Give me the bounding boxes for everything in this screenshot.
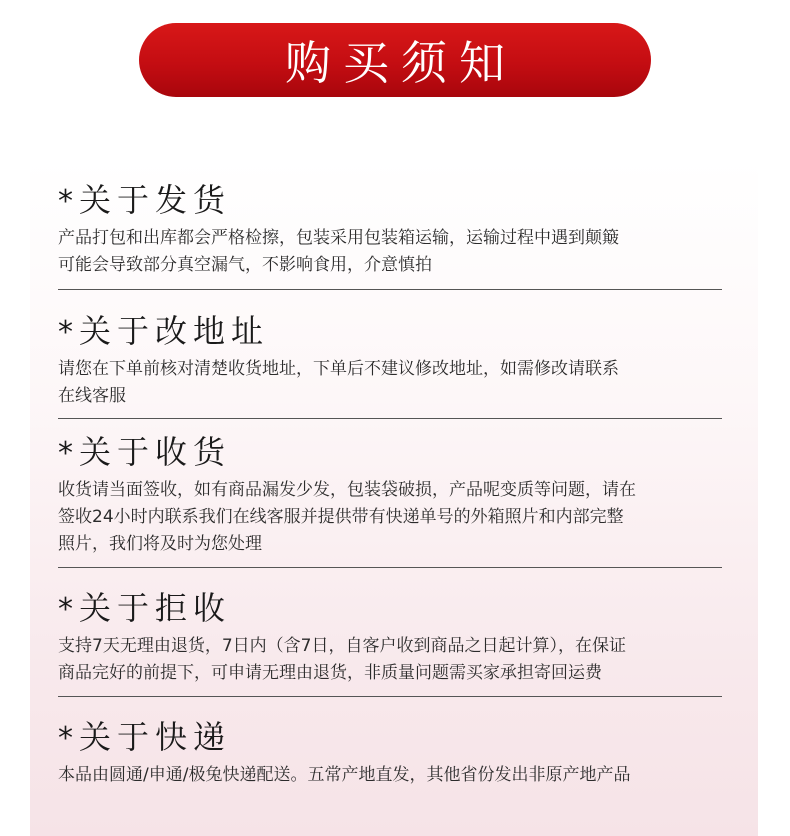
body-line: 请您在下单前核对清楚收货地址，下单后不建议修改地址，如需修改请联系 xyxy=(58,359,619,379)
section-receiving xyxy=(58,433,722,558)
section-heading xyxy=(58,589,722,627)
body-line: 商品完好的前提下，可申请无理由退货，非质量问题需买家承担寄回运费 xyxy=(58,663,602,683)
asterisk-marker: * xyxy=(58,721,79,756)
asterisk-marker: * xyxy=(58,184,79,219)
section-body xyxy=(58,356,722,410)
section-body xyxy=(58,225,722,279)
section-refusal xyxy=(58,589,722,687)
section-heading xyxy=(58,718,722,756)
section-heading xyxy=(58,181,722,219)
title-banner xyxy=(139,23,651,97)
asterisk-marker: * xyxy=(58,436,79,471)
body-line: 收货请当面签收，如有商品漏发少发，包装袋破损，产品呢变质等问题，请在 xyxy=(58,480,636,500)
asterisk-marker: * xyxy=(58,315,79,350)
asterisk-marker: * xyxy=(58,592,79,627)
section-heading-text: 关于发货 xyxy=(79,181,232,219)
body-line: 产品打包和出库都会严格检擦，包装采用包装箱运输，运输过程中遇到颠簸 xyxy=(58,228,619,248)
section-divider xyxy=(58,567,722,568)
body-line: 本品由圆通/申通/极兔快递配送。五常产地直发，其他省份发出非原产地产品 xyxy=(58,765,631,785)
section-shipping xyxy=(58,181,722,279)
section-heading-text: 关于收货 xyxy=(79,433,232,471)
section-divider xyxy=(58,418,722,419)
body-line: 可能会导致部分真空漏气，不影响食用，介意慎拍 xyxy=(58,255,432,275)
section-change-address xyxy=(58,312,722,410)
section-body xyxy=(58,477,722,558)
section-divider xyxy=(58,696,722,697)
section-heading-text: 关于改地址 xyxy=(79,312,270,350)
page-title: 购买须知 xyxy=(285,36,517,90)
section-heading xyxy=(58,433,722,471)
section-divider xyxy=(58,289,722,290)
section-heading-text: 关于快递 xyxy=(79,718,232,756)
section-courier xyxy=(58,718,722,789)
body-line: 支持7天无理由退货，7日内（含7日，自客户收到商品之日起计算），在保证 xyxy=(58,636,626,656)
body-line: 照片，我们将及时为您处理 xyxy=(58,534,262,554)
section-heading-text: 关于拒收 xyxy=(79,589,232,627)
section-heading xyxy=(58,312,722,350)
section-body xyxy=(58,762,722,789)
body-line: 在线客服 xyxy=(58,386,126,406)
section-body xyxy=(58,633,722,687)
body-line: 签收24小时内联系我们在线客服并提供带有快递单号的外箱照片和内部完整 xyxy=(58,507,624,527)
